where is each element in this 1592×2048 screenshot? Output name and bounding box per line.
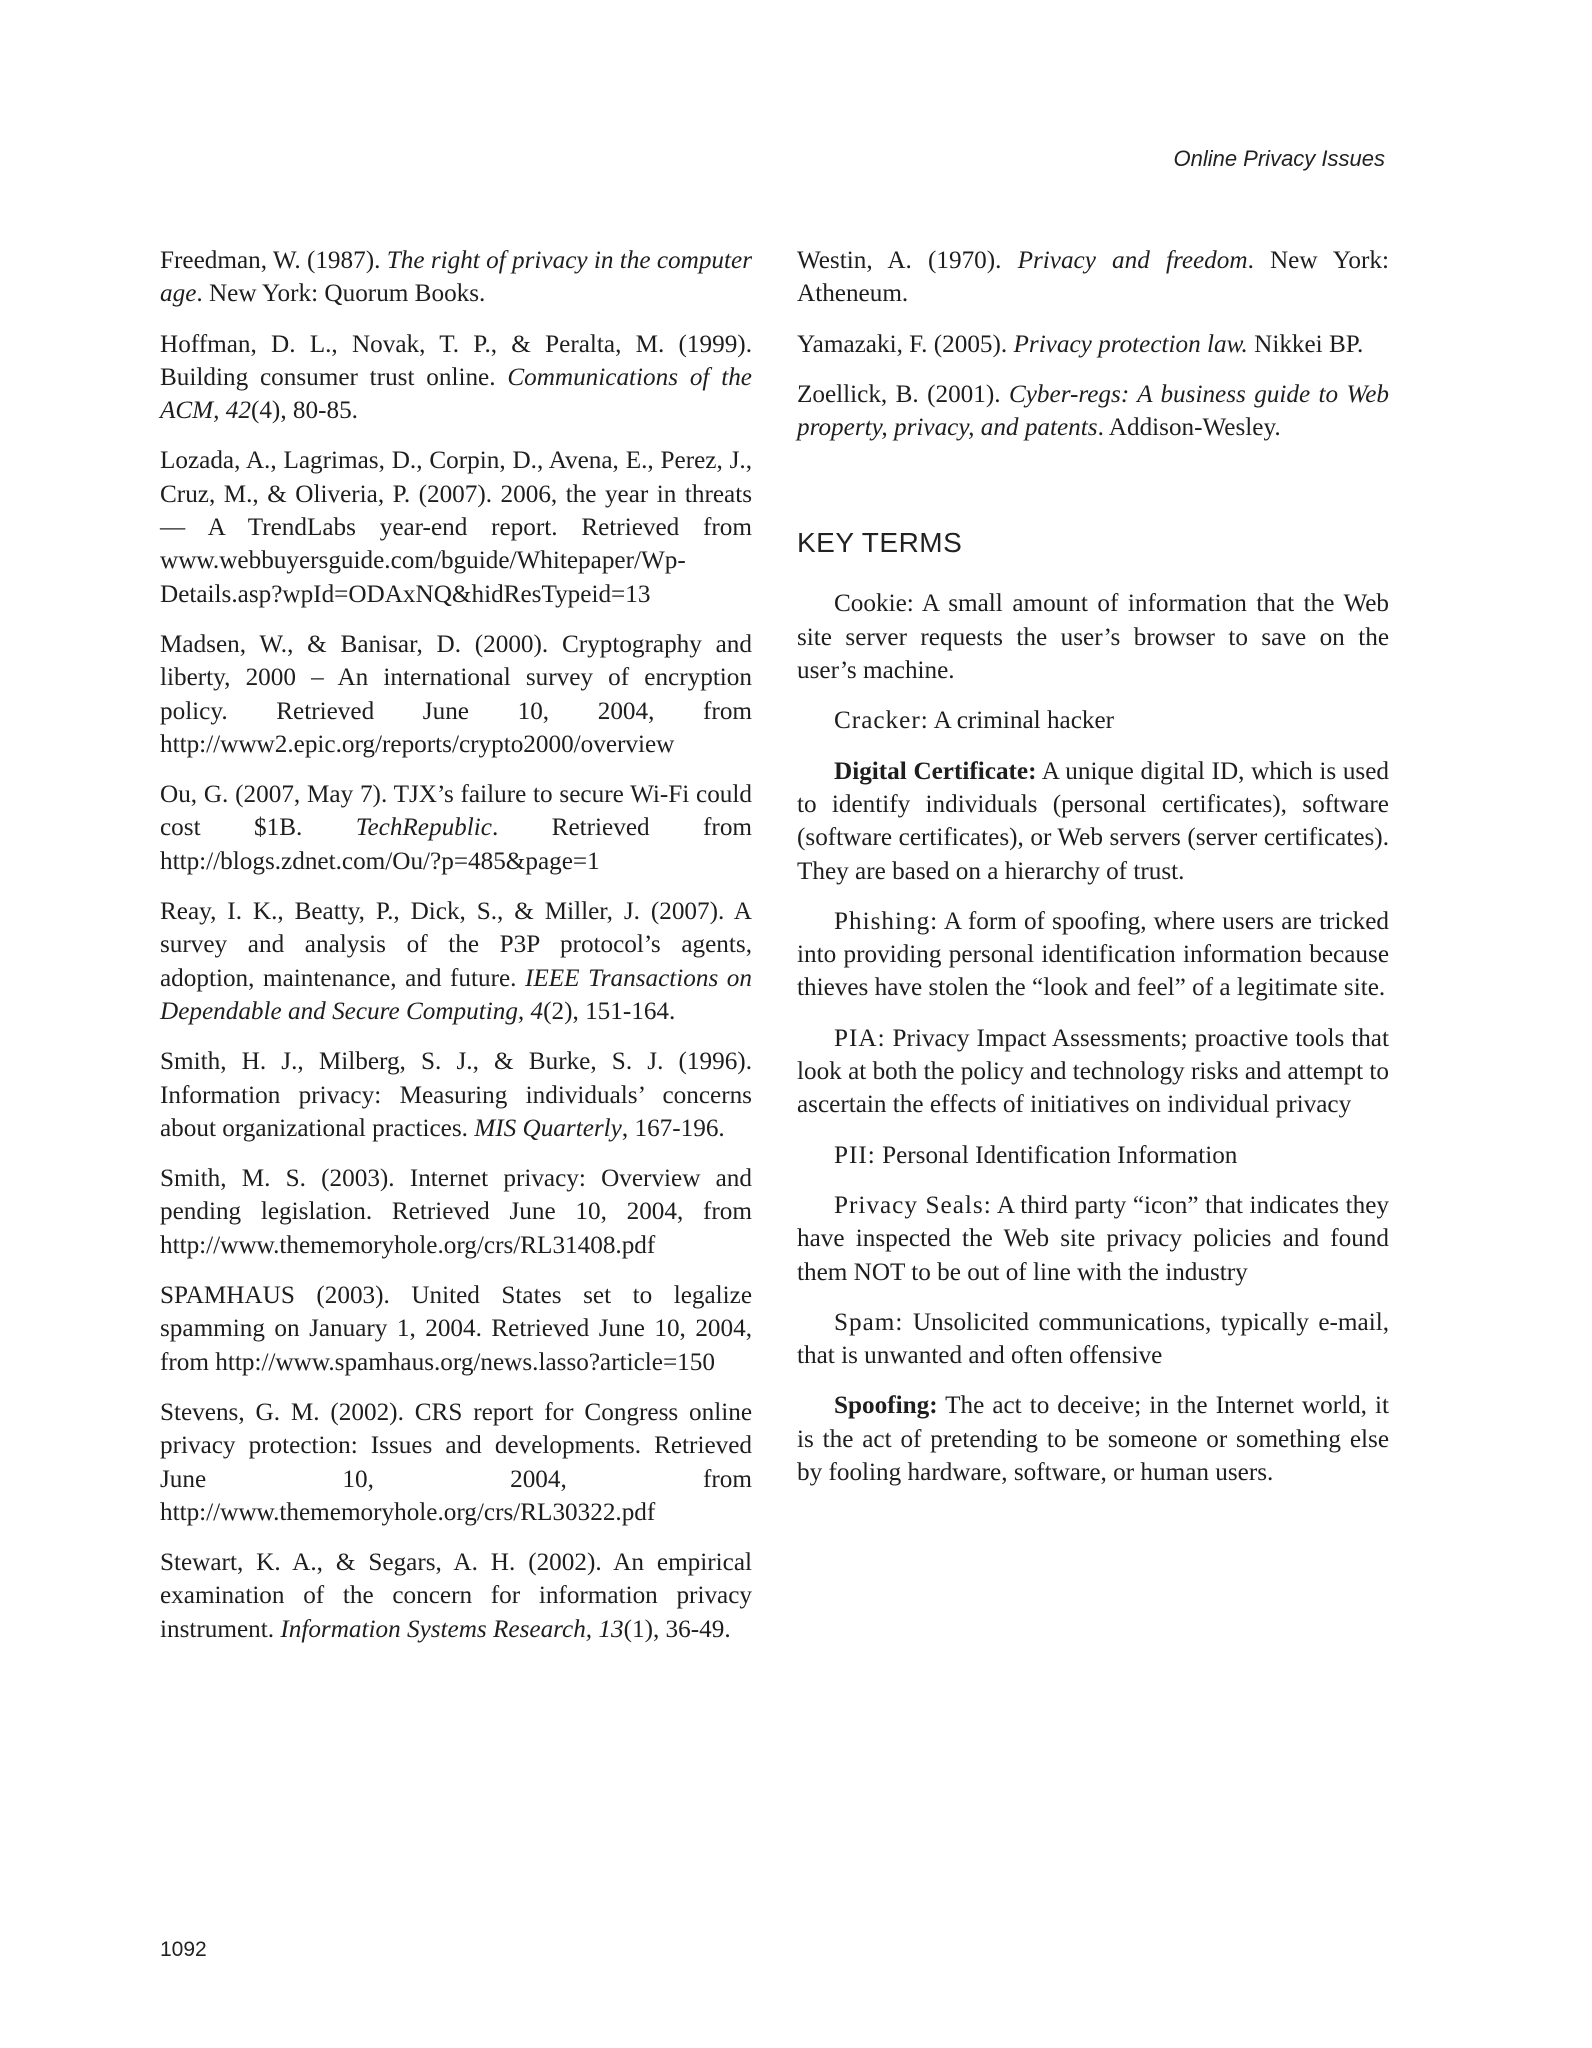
- reference-ital: Communications of the ACM, 42: [160, 363, 752, 425]
- right-column: [797, 244, 1389, 1506]
- reference-entry: [797, 378, 1389, 445]
- left-column: [160, 244, 752, 1663]
- reference-ital: The right of privacy in the computer age: [160, 247, 752, 308]
- key-term-definition: A third party “icon” that indicates they have inspected the Web site privacy policies and found them NOT to be out of line with the industry: [797, 1191, 1389, 1286]
- reference-entry: [160, 778, 752, 878]
- key-term-label: Cookie:: [834, 590, 914, 618]
- key-term-label: Privacy Seals:: [834, 1191, 992, 1219]
- reference-pre: Freedman, W. (1987).: [160, 247, 387, 274]
- reference-entry: [797, 244, 1389, 311]
- reference-ital: TechRepublic: [355, 814, 492, 842]
- reference-entry: [160, 1045, 752, 1145]
- reference-pre: Yamazaki, F. (2005).: [797, 330, 1014, 358]
- reference-pre: Zoellick, B. (2001).: [797, 380, 1009, 408]
- reference-pre: Ou, G. (2007, May 7). TJX’s failure to secure Wi-Fi could cost $1B.: [160, 781, 752, 842]
- reference-post: , 167-196.: [621, 1114, 725, 1142]
- key-term-label: Spoofing:: [834, 1392, 938, 1420]
- key-term-entry: [797, 905, 1389, 1005]
- reference-post: Nikkei BP.: [1247, 330, 1364, 358]
- key-term-definition: Personal Identification Information: [875, 1141, 1238, 1169]
- key-term-definition: A criminal hacker: [928, 707, 1115, 735]
- page-number: 1092: [160, 1938, 207, 1961]
- reference-post: . Addison-Wesley.: [1097, 414, 1281, 442]
- key-term-entry: [797, 1139, 1389, 1172]
- reference-pre: Smith, H. J., Milberg, S. J., & Burke, S. J. (1996). Information privacy: Measuring individuals’ concerns about organizational practices.: [160, 1048, 752, 1142]
- key-term-entry: [797, 1389, 1389, 1489]
- reference-pre: Madsen, W., & Banisar, D. (2000). Cryptography and liberty, 2000 – An international survey of encryption policy. Retrieved June 10, 2004, from http://www2.epic.org/reports/crypto2000/overview: [160, 630, 752, 758]
- reference-entry: [160, 1162, 752, 1262]
- reference-pre: Lozada, A., Lagrimas, D., Corpin, D., Avena, E., Perez, J., Cruz, M., & Oliveria, P. (2007). 2006, the year in threats — A TrendLabs year-end report. Retrieved from www.webbuyersguide.com/bguide/Whitepaper/Wp-Details.asp?wpId=ODAxNQ&hidResTypeid=13: [160, 447, 752, 608]
- key-term-entry: [797, 1189, 1389, 1289]
- reference-post: (2), 151-164.: [543, 997, 676, 1025]
- reference-entry: [160, 1279, 752, 1379]
- key-term-entry: [797, 1306, 1389, 1373]
- reference-pre: Hoffman, D. L., Novak, T. P., & Peralta, M. (1999). Building consumer trust online.: [160, 330, 752, 391]
- reference-pre: Smith, M. S. (2003). Internet privacy: Overview and pending legislation. Retrieved June 10, 2004, from http://www.thememoryhole.org/crs/RL31408.pdf: [160, 1165, 752, 1259]
- reference-post: . New York: Quorum Books.: [196, 280, 486, 308]
- key-term-label: Digital Certificate:: [834, 757, 1037, 785]
- reference-entry: [160, 444, 752, 610]
- reference-entry: [797, 328, 1389, 361]
- key-term-label: Spam:: [834, 1308, 904, 1336]
- reference-post: (4), 80-85.: [250, 397, 358, 425]
- key-term-definition: A form of spoofing, where users are tricked into providing personal identification information because thieves have stolen the “look and feel” of a legitimate site.: [797, 907, 1389, 1002]
- reference-pre: Stevens, G. M. (2002). CRS report for Congress online privacy protection: Issues and developments. Retrieved June 10, 2004, from http://www.thememoryhole.org/crs/RL30322.pdf: [160, 1398, 752, 1526]
- key-term-entry: [797, 704, 1389, 737]
- reference-entry: [160, 628, 752, 761]
- key-term-label: PIA:: [834, 1024, 886, 1052]
- key-term-label: Phishing:: [834, 907, 939, 935]
- reference-ital: Information Systems Research, 13: [280, 1615, 624, 1643]
- reference-entry: [160, 244, 752, 311]
- reference-entry: [160, 1546, 752, 1646]
- key-term-definition: Unsolicited communications, typically e-mail, that is unwanted and often offensive: [797, 1308, 1389, 1370]
- key-term-entry: [797, 755, 1389, 888]
- reference-post: . Retrieved from http://blogs.zdnet.com/Ou/?p=485&page=1: [160, 814, 753, 875]
- key-term-definition: Privacy Impact Assessments; proactive tools that look at both the policy and technology risks and attempt to ascertain the effects of initiatives on individual privacy: [797, 1024, 1389, 1119]
- key-terms-list: [797, 587, 1389, 1489]
- reference-ital: Privacy protection law.: [1013, 330, 1248, 358]
- key-term-entry: [797, 587, 1389, 687]
- key-term-definition: A small amount of information that the Web site server requests the user’s browser to save on the user’s machine.: [797, 590, 1389, 685]
- reference-pre: Reay, I. K., Beatty, P., Dick, S., & Miller, J. (2007). A survey and analysis of the P3P protocol’s agents, adoption, maintenance, and future.: [160, 898, 752, 992]
- reference-entry: [160, 328, 752, 428]
- reference-post: (1), 36-49.: [623, 1615, 731, 1643]
- key-terms-heading: KEY TERMS: [797, 527, 963, 559]
- reference-list-right: [797, 244, 1389, 444]
- reference-ital: IEEE Transactions on Dependable and Secure Computing, 4: [160, 964, 752, 1025]
- reference-ital: Privacy and freedom: [1017, 247, 1248, 274]
- reference-pre: Stewart, K. A., & Segars, A. H. (2002). An empirical examination of the concern for information privacy instrument.: [160, 1549, 752, 1643]
- key-term-label: Cracker:: [834, 707, 929, 735]
- reference-ital: MIS Quarterly: [474, 1114, 622, 1142]
- key-term-label: PII:: [834, 1141, 876, 1169]
- reference-pre: SPAMHAUS (2003). United States set to legalize spamming on January 1, 2004. Retrieved June 10, 2004, from http://www.spamhaus.org/news.lasso?article=150: [160, 1282, 752, 1376]
- reference-list-left: [160, 244, 752, 1646]
- key-term-entry: [797, 1022, 1389, 1122]
- reference-ital: Cyber-regs: A business guide to Web property, privacy, and patents: [797, 380, 1389, 442]
- reference-post: . New York: Atheneum.: [797, 247, 1389, 308]
- reference-entry: [160, 1396, 752, 1529]
- key-term-definition: The act to deceive; in the Internet world, it is the act of pretending to be someone or something else by fooling hardware, software, or human users.: [797, 1392, 1389, 1487]
- key-term-definition: A unique digital ID, which is used to identify individuals (personal certificates), software (software certificates), or Web servers (server certificates). They are based on a hierarchy of trust.: [797, 757, 1390, 885]
- reference-entry: [160, 895, 752, 1028]
- reference-pre: Westin, A. (1970).: [797, 247, 1018, 274]
- running-header-title: Online Privacy Issues: [1173, 146, 1385, 171]
